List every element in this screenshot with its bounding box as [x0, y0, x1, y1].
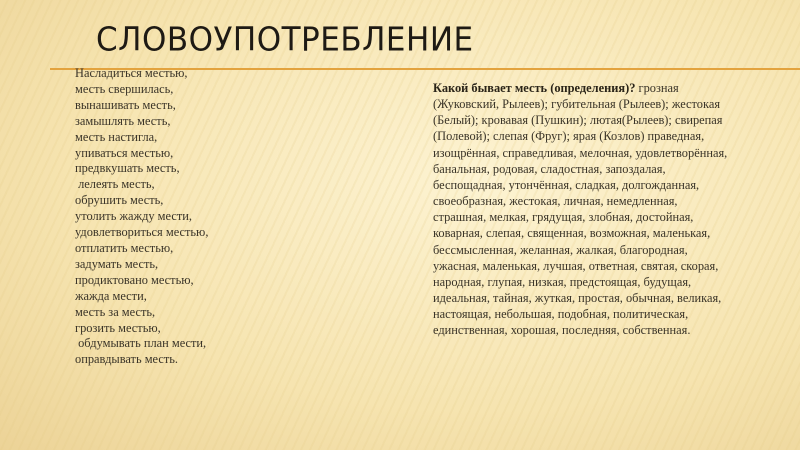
- list-item: упиваться местью,: [75, 145, 174, 160]
- definitions-heading: Какой бывает месть (определения)?: [433, 81, 636, 95]
- list-item: удовлетвориться местью,: [75, 225, 209, 240]
- list-item: жажда мести,: [75, 288, 147, 303]
- definitions-body: грозная (Жуковский, Рылеев); губительная (Рылеев); жестокая (Белый); кровавая (Пушкин); лютая(Рылеев); свирепая (Полевой); слепая (Фруг); ярая (Козлов) праведная, изощрённая, справедливая, мелочная, удовлетворённая, банальная, родовая, сладостная, запоздалая, беспощадная, утончённая, сладкая, долгожданная, своеобразная, жестокая, личная, немедленная, страшная, мелкая, грядущая, злобная, достойная, коварная, слепая, священная, возможная, маленькая, бессмысленная, желанная, жалкая, благородная, ужасная, маленькая, лучшая, ответная, святая, скорая, народная, глупая, низкая, предстоящая, будущая, идеальная, тайная, жуткая, простая, обычная, великая, настоящая, небольшая, подобная, политическая, единственная, хорошая, последняя, собственная.: [433, 81, 728, 338]
- list-item: Насладиться местью,: [75, 66, 188, 80]
- list-item: обдумывать план мести,: [75, 336, 207, 351]
- list-item: месть настигла,: [75, 129, 158, 144]
- list-item: месть за месть,: [75, 304, 156, 319]
- list-item: грозить местью,: [75, 320, 161, 335]
- list-item: утолить жажду мести,: [75, 209, 192, 224]
- list-item: замышлять месть,: [75, 113, 171, 128]
- word-usage-list: [75, 66, 208, 368]
- list-item: вынашивать месть,: [75, 97, 176, 112]
- definitions-paragraph: [433, 80, 733, 339]
- list-item: месть свершилась,: [75, 81, 174, 96]
- list-item: предвкушать месть,: [75, 161, 180, 176]
- list-item: задумать месть,: [75, 256, 159, 271]
- list-item: обрушить месть,: [75, 193, 164, 208]
- list-item: продиктовано местью,: [75, 272, 194, 287]
- slide-title: СЛОВОУПОТРЕБЛЕНИЕ: [96, 21, 474, 59]
- list-item: оправдывать месть.: [75, 352, 179, 367]
- list-item: лелеять месть,: [75, 177, 155, 192]
- list-item: отплатить местью,: [75, 240, 174, 255]
